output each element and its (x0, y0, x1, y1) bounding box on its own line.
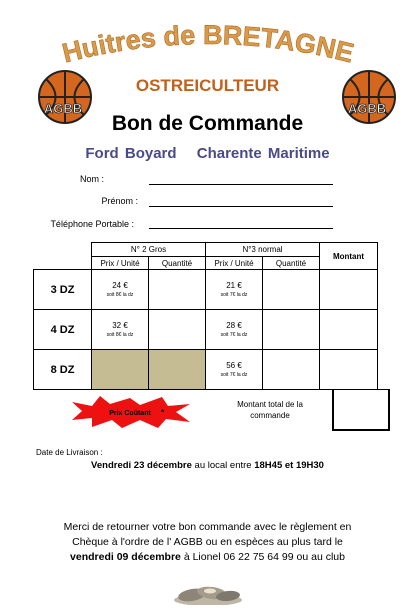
place-1: Ford Boyard (85, 145, 177, 162)
price-cell (92, 270, 149, 310)
merci-line-3-rest: à Lionel 06 22 75 64 99 ou au club (180, 551, 345, 563)
title-arc (43, 14, 373, 74)
montant-input[interactable] (320, 350, 378, 390)
logo-text: AGBB (43, 101, 83, 116)
sub-qte-gros: Quantité (149, 257, 206, 270)
table-row (34, 350, 378, 390)
quantity-input[interactable] (263, 350, 320, 390)
total-label: Montant total de la commande (237, 400, 303, 420)
prenom-label: Prénom : (101, 196, 138, 206)
logo-text: AGBB (347, 101, 387, 116)
deadline: vendredi 09 décembre (70, 551, 181, 563)
row-label: 4 DZ (34, 310, 92, 350)
tel-field[interactable] (149, 228, 333, 229)
price-value: 56 € (226, 361, 242, 370)
sub-prix-normal: Prix / Unité (206, 257, 263, 270)
unavailable-cell (92, 350, 149, 390)
livraison-date: Vendredi 23 décembre (91, 460, 192, 471)
price-per-dozen: soit 8€ la dz (106, 292, 134, 298)
svg-text:Huitres de BRETAGNE (59, 20, 356, 69)
table-row (34, 310, 378, 350)
header-gros: N° 2 Gros (92, 243, 206, 257)
row-label: 8 DZ (34, 350, 92, 390)
merci-line-1: Merci de retourner votre bon commande avec le règlement en (63, 521, 352, 533)
montant-input[interactable] (320, 310, 378, 350)
subtitle: OSTREICULTEUR (135, 76, 280, 95)
price-per-dozen: soit 7€ la dz (220, 332, 248, 338)
row-label: 3 DZ (34, 270, 92, 310)
asterisk-icon: * (161, 408, 165, 417)
sub-prix-gros: Prix / Unité (92, 257, 149, 270)
price-per-dozen: soit 8€ la dz (106, 332, 134, 338)
price-per-dozen: soit 7€ la dz (220, 292, 248, 298)
places (0, 145, 415, 162)
price-value: 24 € (112, 281, 128, 290)
merci-line-3 (20, 550, 395, 565)
quantity-input[interactable] (263, 310, 320, 350)
livraison-info (0, 460, 415, 471)
price-cell (206, 270, 263, 310)
price-per-dozen: soit 7€ la dz (220, 372, 248, 378)
sub-qte-normal: Quantité (263, 257, 320, 270)
promo-label: Prix Coûtant (109, 410, 151, 417)
merci-line-2: Chèque à l'ordre de l' AGBB ou en espèces au plus tard le (72, 536, 343, 548)
unavailable-cell (149, 350, 206, 390)
livraison-mid: au local entre (191, 460, 255, 471)
prix-coutant-star (70, 394, 192, 430)
order-table (33, 242, 378, 390)
quantity-input[interactable] (263, 270, 320, 310)
price-cell (206, 350, 263, 390)
place-2: Charente Maritime (196, 145, 330, 162)
livraison-time: 18H45 et 19H30 (254, 460, 324, 471)
quantity-input[interactable] (149, 270, 206, 310)
header-normal: N°3 normal (206, 243, 320, 257)
price-cell (92, 310, 149, 350)
table-row (34, 270, 378, 310)
tel-label: Téléphone Portable : (50, 219, 134, 229)
header-montant: Montant (320, 243, 378, 270)
nom-field[interactable] (149, 184, 333, 185)
montant-input[interactable] (320, 270, 378, 310)
price-value: 21 € (226, 281, 242, 290)
price-value: 28 € (226, 321, 242, 330)
doc-title: Bon de Commande (111, 112, 304, 135)
title-banner (0, 14, 415, 74)
nom-label: Nom : (79, 174, 104, 184)
livraison-label: Date de Livraison : (36, 448, 103, 457)
return-instructions (20, 520, 395, 565)
total-input[interactable] (332, 389, 390, 431)
oyster-image (172, 582, 244, 605)
page-title: Huitres de BRETAGNE (58, 19, 357, 69)
quantity-input[interactable] (149, 310, 206, 350)
price-value: 32 € (112, 321, 128, 330)
price-cell (206, 310, 263, 350)
prenom-field[interactable] (149, 206, 333, 207)
